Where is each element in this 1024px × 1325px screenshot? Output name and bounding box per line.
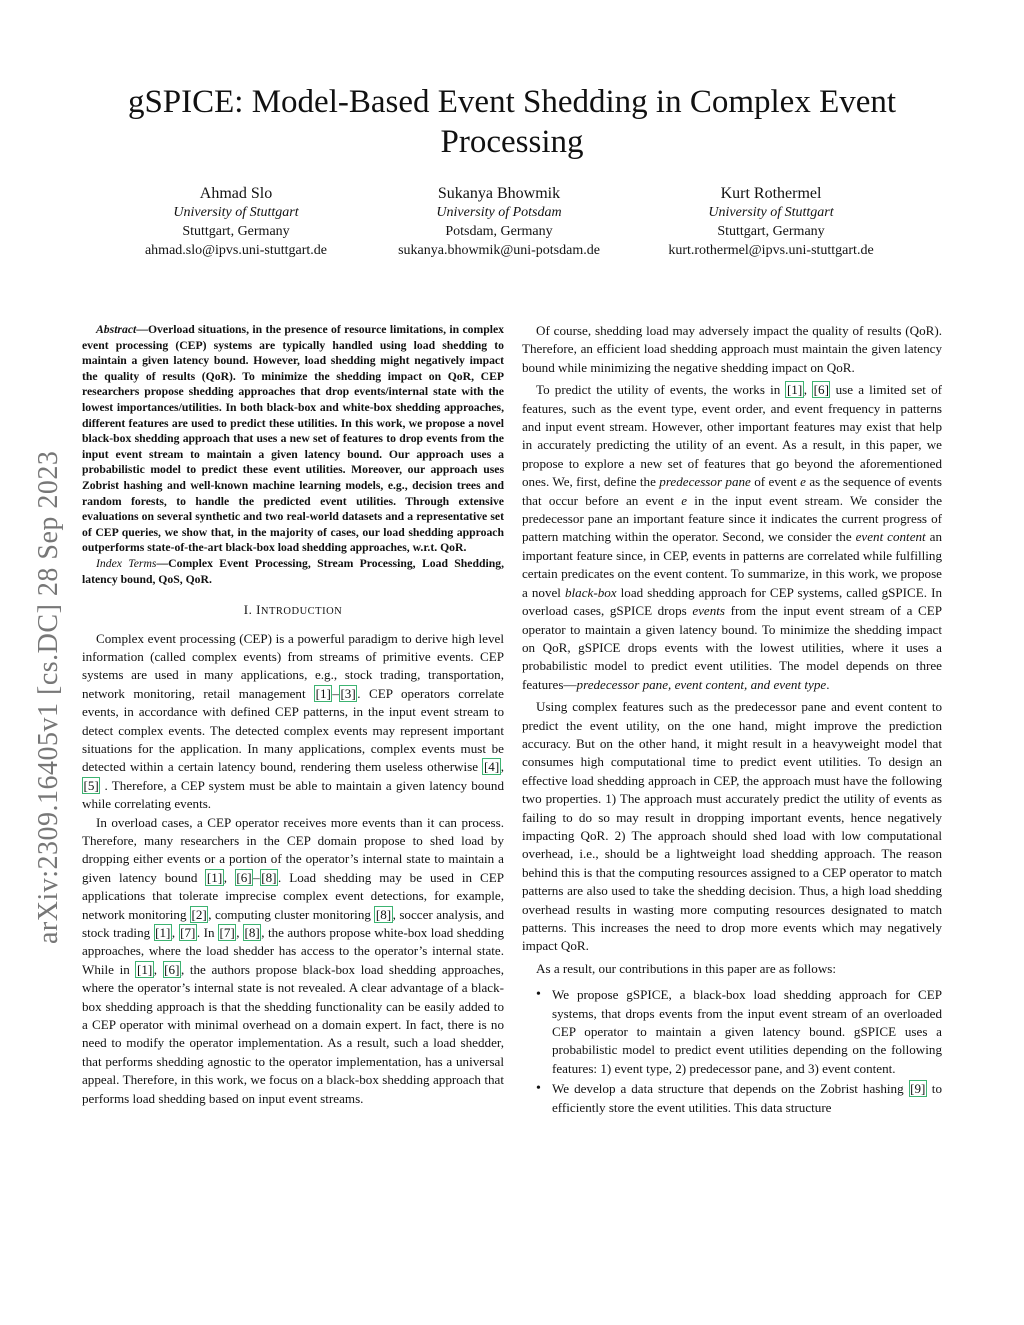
citation-link[interactable]: [1] (155, 925, 171, 940)
citation-link[interactable]: [5] (83, 777, 99, 793)
right-column (522, 322, 942, 1119)
citation-link[interactable]: [9] (910, 1081, 926, 1097)
contributions-list (522, 986, 942, 1117)
list-item: • We develop a data structure that depends on the Zobrist hashing [9] to efficiently store the event utilities. This data structure (552, 1080, 942, 1117)
intro-paragraph-3: Of course, shedding load may adversely impact the quality of results (QoR). Therefore, an efficient load shedding approach must maintain the given latency bound while minimizing the negative shedding impact on QoR. (522, 323, 942, 375)
author-name: Ahmad Slo (199, 185, 273, 202)
abstract-label: Abstract (96, 323, 137, 336)
index-terms (82, 556, 504, 587)
author-block-1 (96, 184, 376, 260)
author-name: Kurt Rothermel (720, 185, 822, 202)
index-terms-text: —Complex Event Processing, Stream Processing, Load Shedding, latency bound, QoS, QoR. (82, 556, 504, 586)
author-block-2 (359, 184, 639, 260)
author-name: Sukanya Bhowmik (437, 185, 561, 202)
intro-paragraph-5: Using complex features such as the predecessor pane and event content to predict the event utility, on the one hand, might improve the prediction accuracy. But on the other hand, it might result in a heavyweight model that consumes high computational time to predict event utilities. To design an effective load shedding approach in CEP, the approach must have the following two properties. 1) The approach must accurately predict the utility of events as failing to do so may result in dropping important events, hence negatively impacting QoR. 2) The approach should shed load with low computational overhead, i.e., should be a lightweight load shedding approach. The reason behind this is that the computing resources assigned to a CEP operator to match patterns are also used to take the shedding decision. Thus, a high load shedding overhead results in wasting more computing resources designated to match patterns. This increases the need to drop more events which may negatively impact QoR. (522, 699, 942, 954)
author-affiliation: University of Stuttgart (173, 205, 299, 220)
citation-link[interactable]: [1] (786, 382, 803, 398)
section-heading-introduction: I. INTRODUCTION (243, 602, 343, 618)
author-block-3 (635, 184, 907, 260)
author-affiliation: University of Stuttgart (708, 205, 834, 220)
author-location: Stuttgart, Germany (182, 224, 290, 239)
citation-link[interactable]: [8] (261, 869, 277, 885)
list-item: • We propose gSPICE, a black-box load shedding approach for CEP systems, that drops events from the input event stream of an overloaded CEP operator to maintain a given latency bound. gSPICE uses a probabilistic model to predict event utilities depending on the following features: 1) event type, 2) predecessor pane, and 3) event content. (552, 986, 942, 1078)
intro-paragraph-6: As a result, our contributions in this paper are as follows: (536, 960, 837, 976)
citation-link[interactable]: [7] (219, 925, 235, 940)
left-column (82, 322, 504, 1108)
author-email: sukanya.bhowmik@uni-potsdam.de (398, 243, 600, 258)
citation-link[interactable]: [7] (180, 925, 196, 940)
author-location: Potsdam, Germany (445, 224, 553, 239)
abstract-text: —Overload situations, in the presence of resource limitations, in complex event processing (CEP) systems are typically handled using load shedding to maintain a given latency bound. However, load shedding might negatively impact the quality of results (QoR). To minimize the shedding impact on QoR, CEP researchers propose shedding approaches that drop events/internal state with the lowest importances/utilities. In both black-box and white-box shedding approaches, different features are used to predict these utilities. In this work, we propose a novel black-box shedding approach that uses a new set of features to drop events from the input event stream to maintain a given latency bound. Our approach uses a probabilistic model to predict these event utilities. Moreover, our approach uses Zobrist hashing and well-known machine learning models, e.g., decision trees and random forests, to handle the predicted event utilities. Through extensive evaluations on several synthetic and two real-world datasets and a representative set of CEP queries, we show that, in the majority of cases, our load shedding approach outperforms state-of-the-art black-box load shedding approaches, w.r.t. QoR. (82, 323, 504, 555)
citation-link[interactable]: [6] (236, 869, 252, 885)
index-terms-label: Index Terms (96, 556, 157, 570)
citation-link[interactable]: [4] (483, 759, 500, 775)
paper-title: gSPICE: Model-Based Event Shedding in Complex Event Processing (127, 84, 897, 160)
citation-link[interactable]: [8] (244, 925, 260, 940)
citation-link[interactable]: [1] (206, 869, 223, 885)
arxiv-identifier: arXiv:2309.16405v1 [cs.DC] 28 Sep 2023 (33, 450, 64, 944)
citation-link[interactable]: [6] (813, 382, 829, 398)
author-location: Stuttgart, Germany (717, 224, 825, 239)
intro-paragraph-2: In overload cases, a CEP operator receives more events than it can process. Therefore, many researchers in the CEP domain propose to shed load by dropping either events or a portion of the operator’s internal state to maintain a given latency bound [1] , [6] – [8] . Load shedding may be used in CEP applications that tolerate imprecise complex event detections, for example, network monitoring [2] , computing cluster monitoring [8] , soccer analysis, and stock trading [1] , [7] . In [7] , [8] , the authors propose white-box load shedding approaches, where the load shedder has access to the operator’s internal state. While in [1] , [6] , the authors propose black-box load shedding approaches, where the operator’s internal state is not revealed. A clear advantage of a black-box shedding approach is that the shedding functionality can be easily added to a CEP operator with minimal overhead on a domain expert. In fact, there is no need to modify the operator implementation. As a result, such a load shedder, that performs shedding agnostic to the operator implementation, has a universal appeal. Therefore, in this work, we focus on a black-box shedding approach that performs load shedding based on input event streams. (82, 814, 505, 1106)
author-affiliation: University of Potsdam (436, 205, 562, 220)
citation-link[interactable]: [8] (375, 906, 392, 922)
intro-paragraph-1: Complex event processing (CEP) is a powerful paradigm to derive high level information (called complex events) from streams of primitive events. CEP systems are used in many applications, e.g., stock trading, transportation, network monitoring, retail management [1] – [3] . CEP operators correlate events, in accordance with defined CEP patterns, in the input event stream to detect complex events. The detected complex events may represent important situations for the application. In many applications, complex events must be detected within a certain latency bound, rendering them useless otherwise [4] , [5] . Therefore, a CEP system must be able to maintain a given latency bound while correlating events. (82, 630, 504, 812)
intro-paragraph-4: To predict the utility of events, the works in [1] , [6] use a limited set of features, such as the event type, event order, and event frequency in patterns and input event stream. However, other important features may exist that help in accurately predicting the utility of an event. As a result, in this paper, we propose to explore a new set of features that go beyond the aforementioned ones. We, first, define the predecessor pane of event e as the sequence of events that occur before an event e in the input event stream. We consider the predecessor pane an important feature since it indicates the current progress of pattern matching within the operator. Second, we consider the event content an important feature since, in CEP, events in patterns are correlated while fulfilling certain predicates on the event content. To summarize, in this work, we propose a novel black-box load shedding approach for CEP systems, called gSPICE. In overload cases, gSPICE drops events from the input event stream of a CEP operator to maintain a given latency bound. To minimize the shedding impact on QoR, gSPICE drops events with the lowest utilities, where it uses a probabilistic model to predict event utilities. The model depends on three features—predecessor pane, event content, and event type. (522, 382, 943, 692)
citation-link[interactable]: [1] (136, 961, 153, 977)
citation-link[interactable]: [1] (315, 685, 331, 701)
citation-link[interactable]: [6] (164, 961, 180, 977)
citation-link[interactable]: [3] (340, 685, 356, 701)
author-email: kurt.rothermel@ipvs.uni-stuttgart.de (668, 243, 874, 258)
abstract (82, 322, 504, 556)
author-email: ahmad.slo@ipvs.uni-stuttgart.de (144, 243, 328, 258)
citation-link[interactable]: [2] (191, 906, 207, 922)
